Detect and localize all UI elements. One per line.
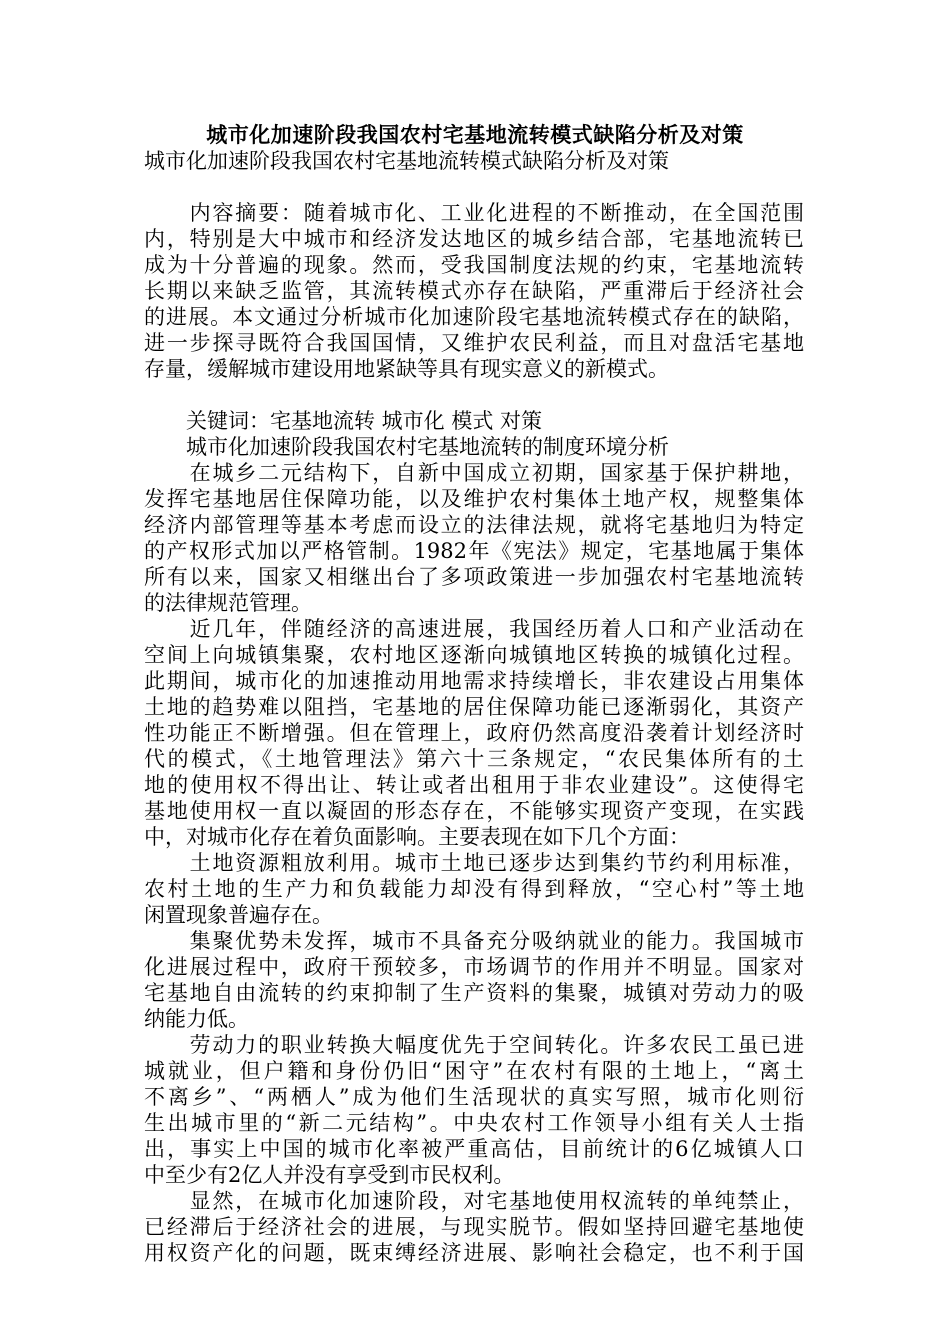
body-text-line: 集聚优势未发挥，城市不具备充分吸纳就业的能力。我国城市 (144, 929, 804, 953)
body-text-line: 宅基地自由流转的约束抑制了生产资料的集聚，城镇对劳动力的吸 (144, 981, 804, 1005)
body-text-line: 代的模式，《土地管理法》第六十三条规定，“农民集体所有的土 (144, 747, 804, 771)
body-text-line: 关键词：宅基地流转 城市化 模式 对策 (144, 409, 543, 433)
body-text-line: 此期间，城市化的加速推动用地需求持续增长，非农建设占用集体 (144, 669, 804, 693)
body-text-line: 长期以来缺乏监管，其流转模式亦存在缺陷，严重滞后于经济社会 (144, 279, 804, 303)
body-text-line: 化进展过程中，政府干预较多，市场调节的作用并不明显。国家对 (144, 955, 804, 979)
body-text-line: 空间上向城镇集聚，农村地区逐渐向城镇地区转换的城镇化过程。 (144, 643, 804, 667)
body-text-line: 存量，缓解城市建设用地紧缺等具有现实意义的新模式。 (144, 357, 669, 381)
body-text-line: 内，特别是大中城市和经济发达地区的城乡结合部，宅基地流转已 (144, 227, 804, 251)
body-text-line: 农村土地的生产力和负载能力却没有得到释放，“空心村”等土地 (144, 877, 804, 901)
body-text-line: 的法律规范管理。 (144, 591, 312, 615)
body-text-line: 显然，在城市化加速阶段，对宅基地使用权流转的单纯禁止， (144, 1189, 804, 1213)
body-text-line: 生出城市里的“新二元结构”。中央农村工作领导小组有关人士指 (144, 1111, 804, 1135)
body-text-line: 不离乡”、“两栖人”成为他们生活现状的真实写照，城市化则衍 (144, 1085, 804, 1109)
body-text-line: 纳能力低。 (144, 1007, 249, 1031)
body-text-line: 城市化加速阶段我国农村宅基地流转模式缺陷分析及对策 (144, 149, 669, 173)
body-text-line: 出，事实上中国的城市化率被严重高估，目前统计的6亿城镇人口 (144, 1137, 804, 1161)
body-text-line: 中，对城市化存在着负面影响。主要表现在如下几个方面： (144, 825, 690, 849)
body-text-line: 城市化加速阶段我国农村宅基地流转的制度环境分析 (144, 435, 669, 459)
body-text-line: 劳动力的职业转换大幅度优先于空间转化。许多农民工虽已进 (144, 1033, 804, 1057)
body-text-line: 发挥宅基地居住保障功能，以及维护农村集体土地产权，规整集体 (144, 487, 804, 511)
body-text-line: 中至少有2亿人并没有享受到市民权利。 (144, 1163, 515, 1187)
body-text-line: 土地资源粗放利用。城市土地已逐步达到集约节约利用标准， (144, 851, 804, 875)
body-text-line: 城就业，但户籍和身份仍旧“困守”在农村有限的土地上，“离土 (144, 1059, 804, 1083)
body-text-line: 性功能正不断增强。但在管理上，政府仍然高度沿袭着计划经济时 (144, 721, 804, 745)
body-text-line: 内容摘要：随着城市化、工业化进程的不断推动，在全国范围 (144, 201, 804, 225)
body-text-line: 进一步探寻既符合我国国情，又维护农民利益，而且对盘活宅基地 (144, 331, 804, 355)
body-text-line: 的进展。本文通过分析城市化加速阶段宅基地流转模式存在的缺陷， (144, 305, 804, 329)
body-text-line: 土地的趋势难以阻挡，宅基地的居住保障功能已逐渐弱化，其资产 (144, 695, 804, 719)
body-text-line: 基地使用权一直以凝固的形态存在，不能够实现资产变现，在实践 (144, 799, 804, 823)
body-text-line: 用权资产化的问题，既束缚经济进展、影响社会稳定，也不利于国 (144, 1241, 804, 1265)
body-text-line: 地的使用权不得出让、转让或者出租用于非农业建设”。这使得宅 (144, 773, 804, 797)
body-text-line: 成为十分普遍的现象。然而，受我国制度法规的约束，宅基地流转 (144, 253, 804, 277)
document-title: 城市化加速阶段我国农村宅基地流转模式缺陷分析及对策 (206, 122, 744, 147)
body-text-line: 所有以来，国家又相继出台了多项政策进一步加强农村宅基地流转 (144, 565, 804, 589)
body-text-line: 经济内部管理等基本考虑而设立的法律法规，就将宅基地归为特定 (144, 513, 804, 537)
body-text-line: 在城乡二元结构下，自新中国成立初期，国家基于保护耕地， (144, 461, 804, 485)
body-text-line: 的产权形式加以严格管制。1982年《宪法》规定，宅基地属于集体 (144, 539, 804, 563)
body-text-line: 闲置现象普遍存在。 (144, 903, 333, 927)
body-text-line: 已经滞后于经济社会的进展，与现实脱节。假如坚持回避宅基地使 (144, 1215, 804, 1239)
body-text-line: 近几年，伴随经济的高速进展，我国经历着人口和产业活动在 (144, 617, 804, 641)
